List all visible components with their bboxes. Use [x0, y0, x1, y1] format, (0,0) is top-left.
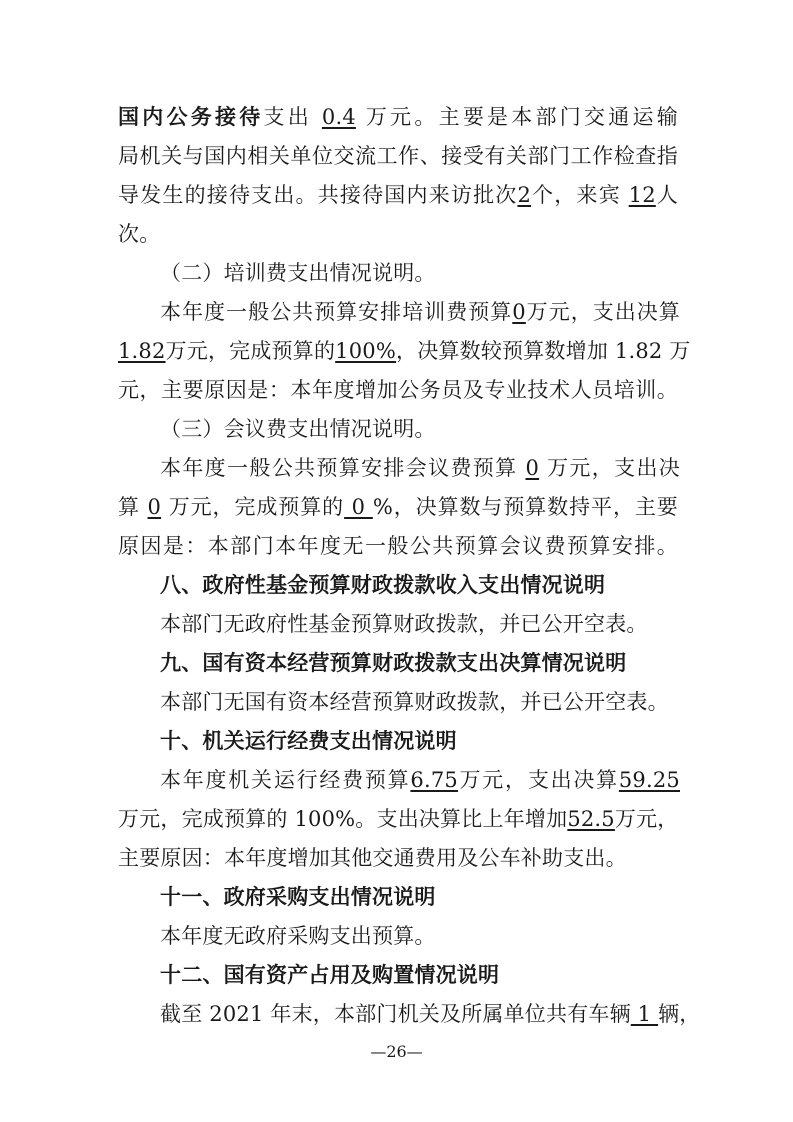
text-line: 截至 2021 年末，本部门机关及所属单位共有车辆 1 辆，: [160, 1002, 701, 1026]
sub-heading: （二）培训费支出情况说明。: [160, 261, 436, 285]
amount-value: 0: [512, 300, 526, 324]
text-line: 本年度无政府采购支出预算。: [160, 924, 436, 948]
amount-value: 1.82: [118, 339, 166, 363]
text-line: 本部门无国有资本经营预算财政拨款，并已公开空表。: [160, 690, 669, 714]
text-line: 元，主要原因是：本年度增加公务员及专业技术人员培训。: [118, 378, 678, 402]
percent-value: 0: [344, 495, 373, 519]
amount-value: 6.75: [410, 768, 458, 792]
text-line: 次。: [118, 222, 161, 246]
text-line: 本年度一般公共预算安排培训费预算0万元，支出决算: [160, 300, 680, 324]
text-line: 主要原因：本年度增加其他交通费用及公车补助支出。: [118, 846, 627, 870]
text-line: 导发生的接待支出。共接待国内来访批次2个，来宾 12人: [118, 183, 678, 207]
text-line: 算 0 万元，完成预算的 0 %，决算数与预算数持平，主要: [118, 495, 678, 519]
count-value: 2: [517, 183, 532, 207]
section-heading: 九、国有资本经营预算财政拨款支出决算情况说明: [160, 651, 627, 675]
amount-value: 0: [525, 456, 540, 480]
inline-heading: 国内公务接待: [118, 105, 264, 129]
amount-value: 59.25: [618, 768, 680, 792]
section-heading: 十、机关运行经费支出情况说明: [160, 729, 457, 753]
count-value: 12: [628, 183, 656, 207]
text-line: 本年度一般公共预算安排会议费预算 0 万元，支出决: [160, 456, 680, 480]
text-line: 本部门无政府性基金预算财政拨款，并已公开空表。: [160, 612, 648, 636]
text-line: 本年度机关运行经费预算6.75万元，支出决算59.25: [160, 768, 680, 792]
section-heading: 十二、国有资产占用及购置情况说明: [160, 963, 500, 987]
amount-value: 0: [147, 495, 162, 519]
text-line: 万元，完成预算的 100%。支出决算比上年增加52.5万元，: [118, 807, 679, 831]
section-heading: 八、政府性基金预算财政拨款收入支出情况说明: [160, 573, 606, 597]
text-line: 原因是：本部门本年度无一般公共预算会议费预算安排。: [118, 534, 678, 558]
amount-value: 0.4: [321, 105, 356, 129]
text-line: 国内公务接待支出 0.4 万元。主要是本部门交通运输: [118, 105, 678, 129]
percent-value: 100%: [335, 339, 397, 363]
amount-value: 52.5: [567, 807, 615, 831]
page-number: —26—: [370, 1042, 423, 1061]
count-value: 1: [630, 1002, 659, 1026]
sub-heading: （三）会议费支出情况说明。: [160, 417, 436, 441]
text-line: 局机关与国内相关单位交流工作、接受有关部门工作检查指: [118, 144, 678, 168]
section-heading: 十一、政府采购支出情况说明: [160, 885, 436, 909]
text-line: 1.82万元，完成预算的100%，决算数较预算数增加 1.82 万: [118, 339, 691, 363]
